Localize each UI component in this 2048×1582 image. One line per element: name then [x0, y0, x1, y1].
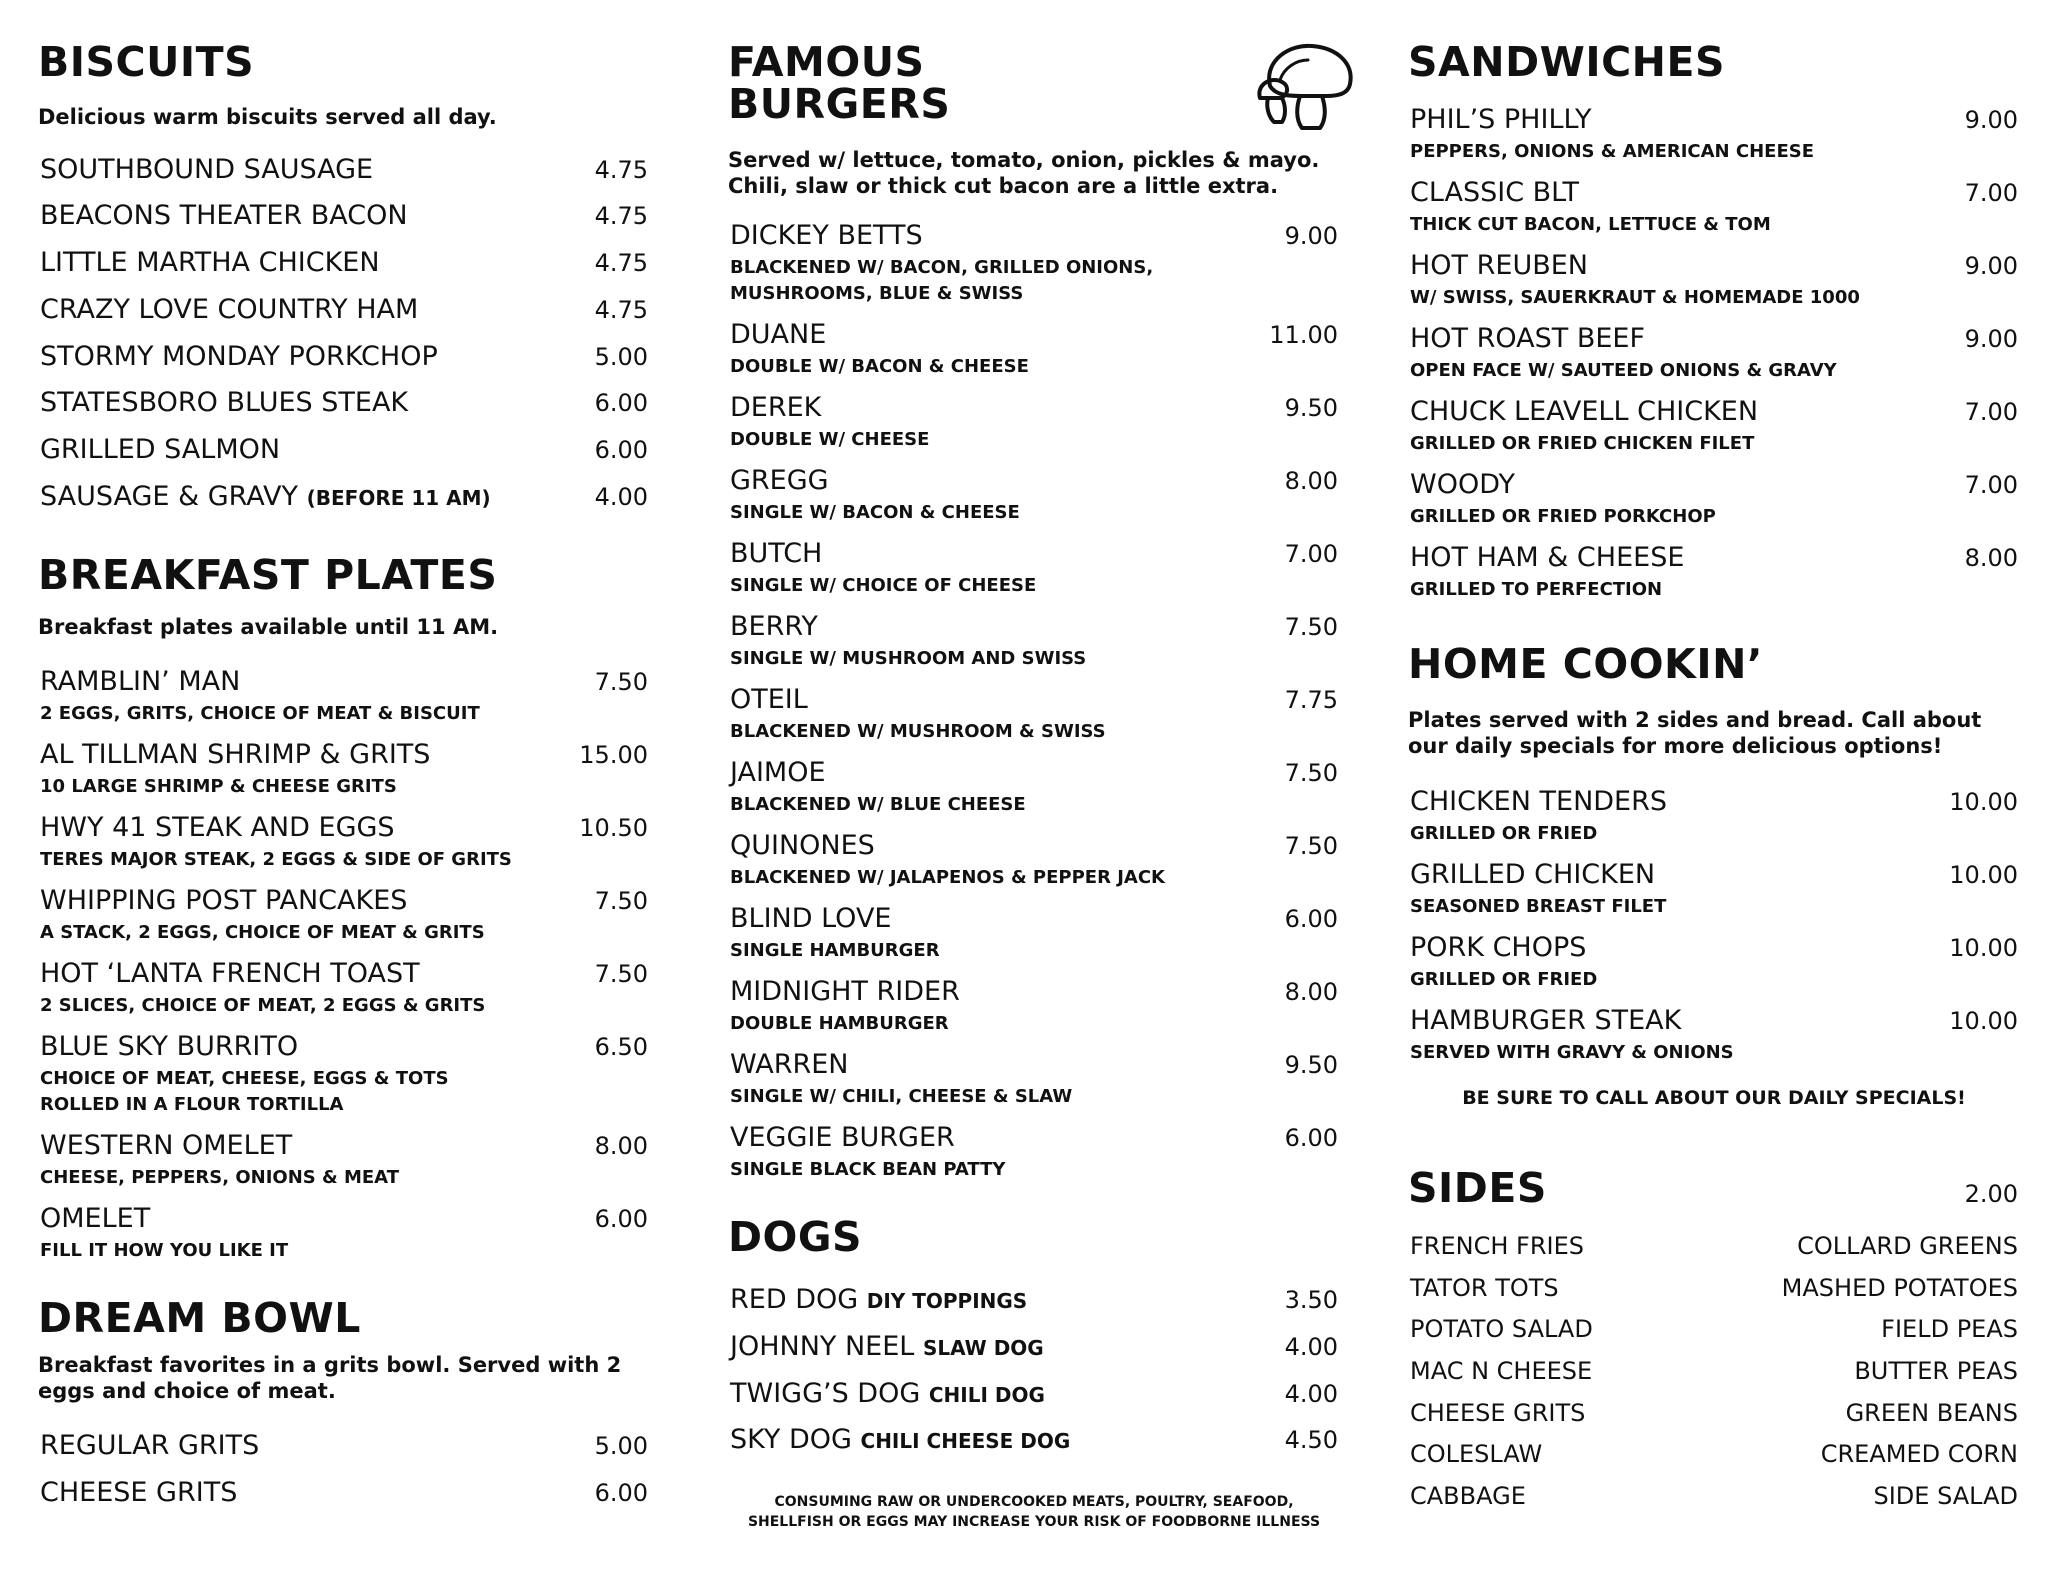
item-price: 7.00: [1964, 398, 2018, 426]
item-name-text: SAUSAGE & GRAVY: [40, 481, 299, 512]
item-note: CHILI DOG: [928, 1383, 1045, 1407]
item-note: (BEFORE 11 AM): [306, 486, 491, 510]
item-description: TERES MAJOR STEAK, 2 EGGS & SIDE OF GRITS: [40, 849, 512, 870]
item-price: 7.00: [1964, 179, 2018, 207]
item-description: BLACKENED W/ MUSHROOM & SWISS: [730, 721, 1106, 742]
item-description: OPEN FACE W/ SAUTEED ONIONS & GRAVY: [1410, 360, 1837, 381]
burgers-intro-line1: Served w/ lettuce, tomato, onion, pickles & mayo.: [728, 148, 1320, 172]
home-cookin-heading: HOME COOKIN’: [1408, 640, 1763, 688]
item-price: 9.50: [1284, 1051, 1338, 1079]
item-name: HWY 41 STEAK AND EGGS: [40, 812, 395, 843]
item-name: OTEIL: [730, 684, 808, 715]
side-item: GREEN BEANS: [1845, 1399, 2018, 1427]
item-description: BLACKENED W/ JALAPENOS & PEPPER JACK: [730, 867, 1165, 888]
item-price: 5.00: [594, 1432, 648, 1460]
item-name: [40, 481, 491, 514]
item-note: CHILI CHEESE DOG: [860, 1429, 1071, 1453]
item-description: GRILLED OR FRIED PORKCHOP: [1410, 506, 1716, 527]
item-name: GRILLED CHICKEN: [1410, 859, 1656, 890]
item-name: HOT REUBEN: [1410, 250, 1588, 281]
item-name: WHIPPING POST PANCAKES: [40, 885, 408, 916]
item-description: SINGLE W/ CHOICE OF CHEESE: [730, 575, 1037, 596]
item-price: 6.00: [594, 1479, 648, 1507]
item-note: DIY TOPPINGS: [866, 1289, 1028, 1313]
side-item: CREAMED CORN: [1820, 1440, 2018, 1468]
item-description: 2 EGGS, GRITS, CHOICE OF MEAT & BISCUIT: [40, 703, 480, 724]
side-item: CABBAGE: [1410, 1482, 1526, 1510]
item-description: SINGLE W/ CHILI, CHEESE & SLAW: [730, 1086, 1073, 1107]
item-price: 9.50: [1284, 394, 1338, 422]
item-description: A STACK, 2 EGGS, CHOICE OF MEAT & GRITS: [40, 922, 485, 943]
item-description: DOUBLE W/ CHEESE: [730, 429, 930, 450]
item-description: PEPPERS, ONIONS & AMERICAN CHEESE: [1410, 141, 1815, 162]
item-description: THICK CUT BACON, LETTUCE & TOM: [1410, 214, 1771, 235]
item-price: 9.00: [1964, 325, 2018, 353]
sides-price: 2.00: [1964, 1180, 2018, 1208]
item-description: GRILLED OR FRIED CHICKEN FILET: [1410, 433, 1755, 454]
side-item: TATOR TOTS: [1410, 1274, 1559, 1302]
item-description: W/ SWISS, SAUERKRAUT & HOMEMADE 1000: [1410, 287, 1860, 308]
item-name: HOT ‘LANTA FRENCH TOAST: [40, 958, 420, 989]
item-name: CRAZY LOVE COUNTRY HAM: [40, 294, 419, 325]
item-price: 8.00: [1284, 467, 1338, 495]
item-price: 7.00: [1284, 540, 1338, 568]
item-description: GRILLED OR FRIED: [1410, 969, 1598, 990]
item-description: 2 SLICES, CHOICE OF MEAT, 2 EGGS & GRITS: [40, 995, 486, 1016]
item-price: 10.00: [1949, 861, 2018, 889]
item-name: QUINONES: [730, 830, 875, 861]
item-price: 6.00: [1284, 905, 1338, 933]
item-price: 10.50: [579, 814, 648, 842]
item-price: 7.50: [594, 668, 648, 696]
item-name: PHIL’S PHILLY: [1410, 104, 1592, 135]
item-name: MIDNIGHT RIDER: [730, 976, 960, 1007]
side-item: FRENCH FRIES: [1410, 1232, 1584, 1260]
item-name: CLASSIC BLT: [1410, 177, 1580, 208]
daily-specials-notice: BE SURE TO CALL ABOUT OUR DAILY SPECIALS!: [1462, 1087, 1966, 1109]
item-price: 7.00: [1964, 471, 2018, 499]
item-name: REGULAR GRITS: [40, 1430, 260, 1461]
item-description: GRILLED TO PERFECTION: [1410, 579, 1663, 600]
item-description: 10 LARGE SHRIMP & CHEESE GRITS: [40, 776, 397, 797]
item-name: [730, 1284, 1027, 1317]
food-safety-disclaimer-line2: SHELLFISH OR EGGS MAY INCREASE YOUR RISK OF FOODBORNE ILLNESS: [747, 1514, 1321, 1530]
item-name: BEACONS THEATER BACON: [40, 200, 408, 231]
item-description: BLACKENED W/ BACON, GRILLED ONIONS,: [730, 257, 1154, 278]
item-name: STORMY MONDAY PORKCHOP: [40, 341, 438, 372]
item-price: 9.00: [1964, 252, 2018, 280]
item-price: 7.50: [594, 960, 648, 988]
item-note: SLAW DOG: [922, 1336, 1044, 1360]
item-name: BLUE SKY BURRITO: [40, 1031, 299, 1062]
item-price: 7.75: [1284, 686, 1338, 714]
dogs-heading: DOGS: [728, 1213, 863, 1261]
item-name-text: JOHNNY NEEL: [730, 1331, 915, 1362]
burgers-heading-line1: FAMOUS: [728, 38, 925, 86]
side-item: CHEESE GRITS: [1410, 1399, 1586, 1427]
item-price: 4.00: [1284, 1333, 1338, 1361]
item-name: HOT HAM & CHEESE: [1410, 542, 1685, 573]
item-price: 6.00: [594, 1205, 648, 1233]
item-price: 4.75: [594, 202, 648, 230]
item-description: FILL IT HOW YOU LIKE IT: [40, 1240, 289, 1261]
item-price: 7.50: [1284, 759, 1338, 787]
side-item: SIDE SALAD: [1873, 1482, 2018, 1510]
breakfast-plates-heading: BREAKFAST PLATES: [38, 551, 498, 599]
item-name: CHUCK LEAVELL CHICKEN: [1410, 396, 1759, 427]
item-description: BLACKENED W/ BLUE CHEESE: [730, 794, 1026, 815]
item-name: RAMBLIN’ MAN: [40, 666, 241, 697]
dream-bowl-intro-line2: eggs and choice of meat.: [38, 1379, 336, 1403]
side-item: POTATO SALAD: [1410, 1315, 1593, 1343]
item-price: 5.00: [594, 343, 648, 371]
item-price: 4.00: [594, 483, 648, 511]
item-price: 8.00: [1964, 544, 2018, 572]
item-description-line2: MUSHROOMS, BLUE & SWISS: [730, 283, 1024, 304]
item-price: 7.50: [594, 887, 648, 915]
item-name-text: TWIGG’S DOG: [730, 1378, 921, 1409]
item-price: 6.00: [594, 436, 648, 464]
item-name: WOODY: [1410, 469, 1516, 500]
item-price: 10.00: [1949, 1007, 2018, 1035]
item-price: 9.00: [1284, 222, 1338, 250]
item-name: BUTCH: [730, 538, 823, 569]
mushroom-icon: [1250, 40, 1358, 132]
item-description: SINGLE W/ MUSHROOM AND SWISS: [730, 648, 1087, 669]
item-name: AL TILLMAN SHRIMP & GRITS: [40, 739, 431, 770]
home-cookin-intro-line2: our daily specials for more delicious options!: [1408, 734, 1943, 758]
breakfast-plates-intro: Breakfast plates available until 11 AM.: [38, 615, 499, 639]
item-name: BERRY: [730, 611, 818, 642]
item-name: CHICKEN TENDERS: [1410, 786, 1668, 817]
item-name: WESTERN OMELET: [40, 1130, 293, 1161]
item-name-text: SKY DOG: [730, 1424, 852, 1455]
item-name: HAMBURGER STEAK: [1410, 1005, 1682, 1036]
item-name: CHEESE GRITS: [40, 1477, 238, 1508]
sides-heading: SIDES: [1408, 1164, 1547, 1212]
item-name: [730, 1378, 1045, 1411]
item-price: 8.00: [594, 1132, 648, 1160]
item-price: 11.00: [1269, 321, 1338, 349]
item-name: OMELET: [40, 1203, 151, 1234]
item-price: 4.50: [1284, 1426, 1338, 1454]
side-item: COLLARD GREENS: [1797, 1232, 2018, 1260]
item-name: [730, 1424, 1070, 1457]
item-price: 15.00: [579, 741, 648, 769]
biscuits-heading: BISCUITS: [38, 38, 255, 86]
item-description: SEASONED BREAST FILET: [1410, 896, 1667, 917]
item-price: 3.50: [1284, 1286, 1338, 1314]
item-name: GREGG: [730, 465, 829, 496]
item-price: 6.50: [594, 1033, 648, 1061]
dream-bowl-heading: DREAM BOWL: [38, 1294, 361, 1342]
item-price: 6.00: [1284, 1124, 1338, 1152]
item-name: LITTLE MARTHA CHICKEN: [40, 247, 380, 278]
burgers-intro-line2: Chili, slaw or thick cut bacon are a little extra.: [728, 174, 1279, 198]
item-description: SERVED WITH GRAVY & ONIONS: [1410, 1042, 1734, 1063]
item-description: SINGLE HAMBURGER: [730, 940, 940, 961]
item-description: CHOICE OF MEAT, CHEESE, EGGS & TOTS: [40, 1068, 449, 1089]
side-item: FIELD PEAS: [1881, 1315, 2018, 1343]
item-price: 6.00: [594, 389, 648, 417]
item-name: DUANE: [730, 319, 827, 350]
item-name: [730, 1331, 1044, 1364]
sandwiches-heading: SANDWICHES: [1408, 38, 1726, 86]
item-price: 4.75: [594, 156, 648, 184]
item-price: 7.50: [1284, 832, 1338, 860]
item-description: GRILLED OR FRIED: [1410, 823, 1598, 844]
item-name: VEGGIE BURGER: [730, 1122, 955, 1153]
item-name: STATESBORO BLUES STEAK: [40, 387, 409, 418]
item-price: 10.00: [1949, 934, 2018, 962]
item-description: CHEESE, PEPPERS, ONIONS & MEAT: [40, 1167, 399, 1188]
burgers-heading-line2: BURGERS: [728, 80, 951, 128]
item-description: SINGLE W/ BACON & CHEESE: [730, 502, 1020, 523]
item-description-line2: ROLLED IN A FLOUR TORTILLA: [40, 1094, 344, 1115]
item-name: HOT ROAST BEEF: [1410, 323, 1646, 354]
item-name: DICKEY BETTS: [730, 220, 923, 251]
item-name: SOUTHBOUND SAUSAGE: [40, 154, 374, 185]
item-name: PORK CHOPS: [1410, 932, 1587, 963]
item-name: WARREN: [730, 1049, 849, 1080]
dream-bowl-intro-line1: Breakfast favorites in a grits bowl. Served with 2: [38, 1353, 622, 1377]
home-cookin-intro-line1: Plates served with 2 sides and bread. Call about: [1408, 708, 1982, 732]
item-name-text: RED DOG: [730, 1284, 859, 1315]
side-item: MASHED POTATOES: [1781, 1274, 2018, 1302]
item-price: 8.00: [1284, 978, 1338, 1006]
side-item: MAC N CHEESE: [1410, 1357, 1593, 1385]
item-price: 9.00: [1964, 106, 2018, 134]
item-price: 4.00: [1284, 1380, 1338, 1408]
biscuits-intro: Delicious warm biscuits served all day.: [38, 105, 497, 129]
side-item: COLESLAW: [1410, 1440, 1543, 1468]
item-name: BLIND LOVE: [730, 903, 892, 934]
item-description: SINGLE BLACK BEAN PATTY: [730, 1159, 1006, 1180]
item-name: DEREK: [730, 392, 822, 423]
item-price: 4.75: [594, 249, 648, 277]
item-price: 7.50: [1284, 613, 1338, 641]
item-name: GRILLED SALMON: [40, 434, 281, 465]
side-item: BUTTER PEAS: [1854, 1357, 2018, 1385]
item-price: 10.00: [1949, 788, 2018, 816]
item-description: DOUBLE W/ BACON & CHEESE: [730, 356, 1029, 377]
item-price: 4.75: [594, 296, 648, 324]
item-name: JAIMOE: [730, 757, 826, 788]
food-safety-disclaimer-line1: CONSUMING RAW OR UNDERCOOKED MEATS, POULTRY, SEAFOOD,: [774, 1494, 1294, 1510]
item-description: DOUBLE HAMBURGER: [730, 1013, 949, 1034]
